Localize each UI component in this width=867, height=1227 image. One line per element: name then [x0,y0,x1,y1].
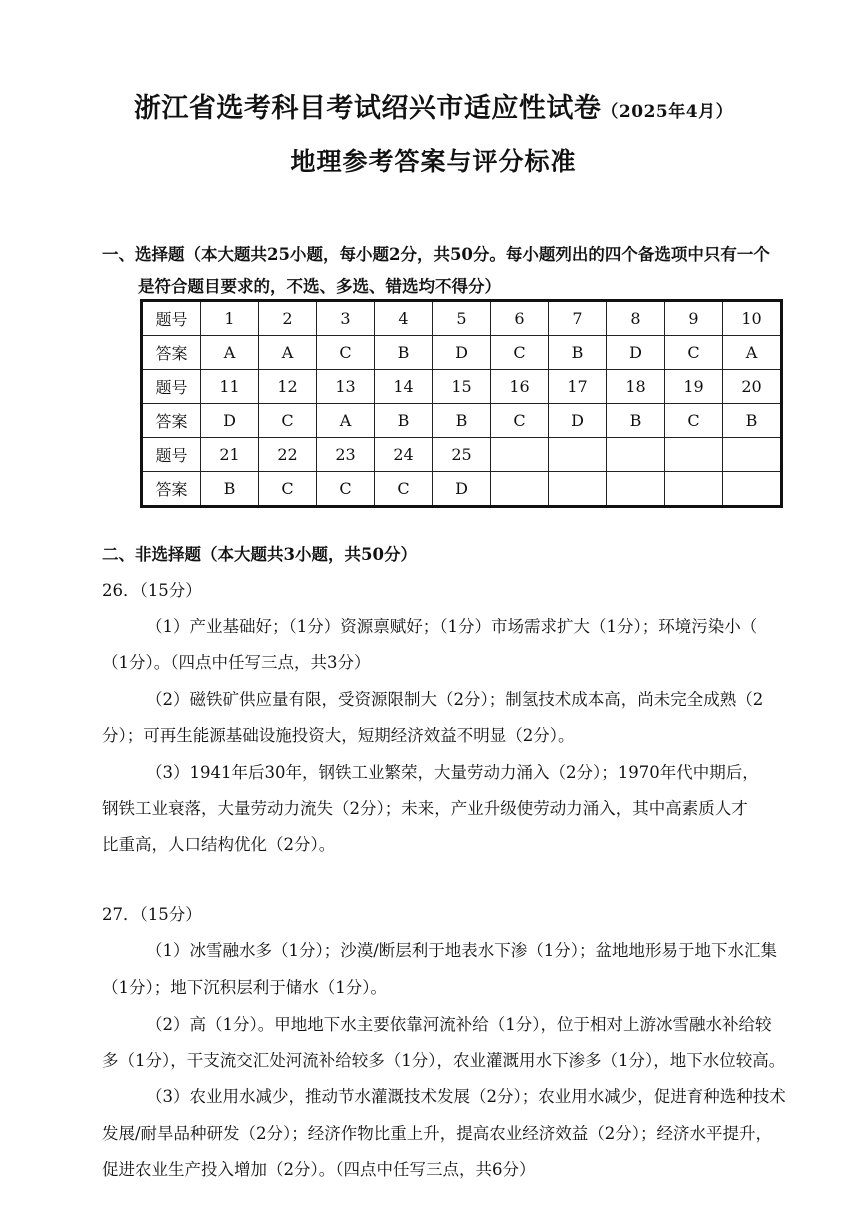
answer-cell: D [433,472,491,507]
question-number-label: 题号 [142,301,201,336]
question-number-cell: 1 [201,301,259,336]
document-title [0,86,867,125]
answer-cell: B [201,472,259,507]
section1-heading-line1: 一、选择题（本大题共25小题，每小题2分，共50分。每小题列出的四个备选项中只有一个 [102,245,770,264]
question-number-cell [665,438,723,472]
answer-cell: C [665,336,723,370]
question-number-cell: 19 [665,370,723,404]
question-number-cell: 12 [259,370,317,404]
q26-line: （1）产业基础好；（1分）资源禀赋好；（1分）市场需求扩大（1分）；环境污染小（ [146,617,758,636]
q27-line: （3）农业用水减少，推动节水灌溉技术发展（2分）；农业用水减少，促进育种选种技术 [146,1087,786,1106]
q26-line: 比重高，人口结构优化（2分）。 [102,835,336,854]
question-number-cell: 16 [491,370,549,404]
question-number-cell: 22 [259,438,317,472]
question-number-cell: 15 [433,370,491,404]
answer-cell: B [433,404,491,438]
q27-line: 多（1分），干支流交汇处河流补给较多（1分），农业灌溉用水下渗多（1分），地下水位较高。 [102,1051,786,1070]
document-subtitle: 地理参考答案与评分标准 [290,147,577,176]
question-number-cell: 24 [375,438,433,472]
answer-cell: C [491,404,549,438]
question-number-cell: 18 [607,370,665,404]
answer-cell: B [549,336,607,370]
answer-cell: C [375,472,433,507]
answer-cell [607,472,665,507]
q27-header: 27．（15分） [102,905,202,924]
section2-heading: 二、非选择题（本大题共3小题，共50分） [102,545,417,564]
question-number-cell: 9 [665,301,723,336]
answer-label: 答案 [142,472,201,507]
q26-header: 26．（15分） [102,581,202,600]
question-number-row [142,301,782,336]
answer-cell [491,472,549,507]
question-number-cell [549,438,607,472]
answer-cell: A [201,336,259,370]
answer-cell: C [259,404,317,438]
q27-line: 发展/耐旱品种研发（2分）；经济作物比重上升，提高农业经济效益（2分）；经济水平提升， [102,1124,773,1143]
answer-cell [665,472,723,507]
question-number-cell: 11 [201,370,259,404]
answer-cell: C [317,336,375,370]
answer-cell: A [723,336,782,370]
section1-heading-line2: 是符合题目要求的，不选、多选、错选均不得分） [138,277,501,296]
question-number-cell: 10 [723,301,782,336]
question-number-cell [723,438,782,472]
answer-row [142,404,782,438]
title-main: 浙江省选考科目考试绍兴市适应性试卷 [133,93,602,124]
question-number-cell: 3 [317,301,375,336]
answer-cell [723,472,782,507]
answer-row [142,472,782,507]
question-number-cell: 6 [491,301,549,336]
question-number-label: 题号 [142,370,201,404]
answer-label: 答案 [142,336,201,370]
answer-cell: B [723,404,782,438]
question-number-cell: 21 [201,438,259,472]
question-number-cell: 25 [433,438,491,472]
question-number-cell: 20 [723,370,782,404]
q26-line: （1分）。（四点中任写三点，共3分） [102,653,371,672]
answer-cell: C [665,404,723,438]
question-number-cell: 23 [317,438,375,472]
q26-line: 钢铁工业衰落，大量劳动力流失（2分）；未来，产业升级使劳动力涌入，其中高素质人才 [102,799,748,818]
question-number-row [142,438,782,472]
q26-line: （2）磁铁矿供应量有限，受资源限制大（2分）；制氢技术成本高，尚未完全成熟（2 [146,690,764,709]
q26-line: （3）1941年后30年，钢铁工业繁荣，大量劳动力涌入（2分）；1970年代中期后， [146,763,759,782]
question-number-cell: 5 [433,301,491,336]
question-number-row [142,370,782,404]
question-number-cell: 7 [549,301,607,336]
q27-line: 促进农业生产投入增加（2分）。（四点中任写三点，共6分） [102,1160,536,1179]
question-number-cell: 14 [375,370,433,404]
answer-cell [549,472,607,507]
question-number-cell: 8 [607,301,665,336]
answer-table [140,299,783,508]
question-number-cell [607,438,665,472]
q27-line: （2）高（1分）。甲地地下水主要依靠河流补给（1分），位于相对上游冰雪融水补给较 [146,1015,772,1034]
answer-cell: D [549,404,607,438]
answer-cell: D [201,404,259,438]
title-date: （2025年4月） [601,102,734,122]
q27-line: （1分）；地下沉积层利于储水（1分）。 [102,978,387,997]
answer-cell: B [607,404,665,438]
q27-line: （1）冰雪融水多（1分）；沙漠/断层利于地表水下渗（1分）；盆地地形易于地下水汇集 [146,941,778,960]
question-number-label: 题号 [142,438,201,472]
answer-cell: D [433,336,491,370]
answer-cell: A [317,404,375,438]
answer-cell: C [491,336,549,370]
question-number-cell: 13 [317,370,375,404]
q26-line: 分）；可再生能源基础设施投资大，短期经济效益不明显（2分）。 [102,726,575,745]
answer-cell: B [375,404,433,438]
answer-cell: A [259,336,317,370]
answer-row [142,336,782,370]
answer-cell: D [607,336,665,370]
answer-cell: B [375,336,433,370]
answer-label: 答案 [142,404,201,438]
answer-cell: C [259,472,317,507]
question-number-cell: 17 [549,370,607,404]
answer-cell: C [317,472,375,507]
question-number-cell [491,438,549,472]
question-number-cell: 4 [375,301,433,336]
question-number-cell: 2 [259,301,317,336]
